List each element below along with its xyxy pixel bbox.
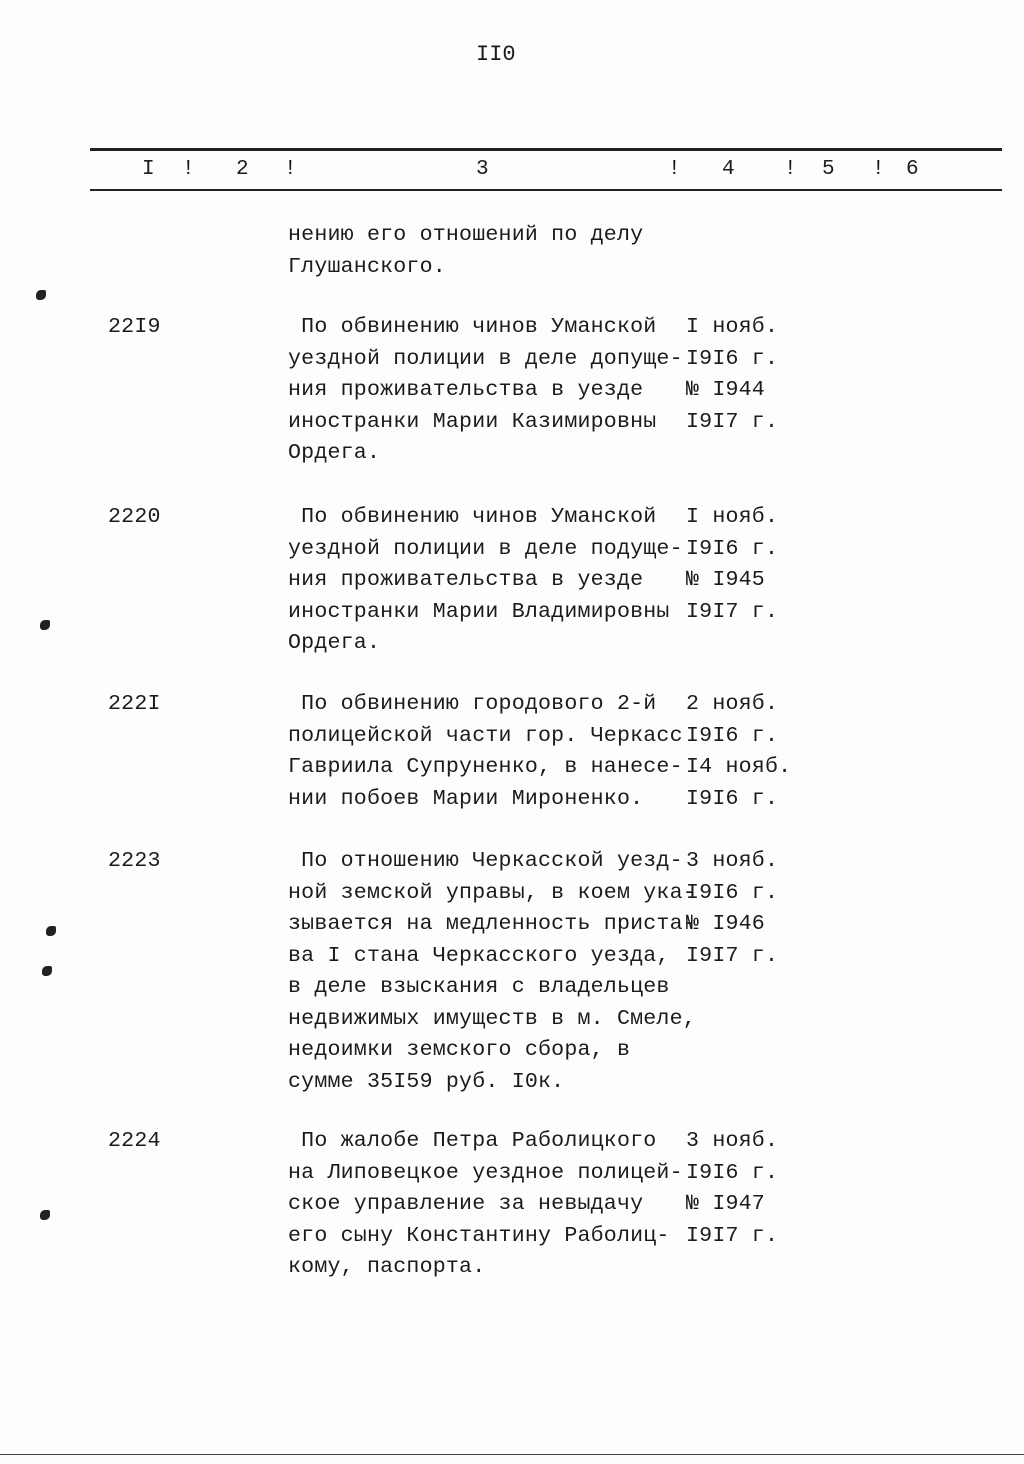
entry-description-line: нии побоев Марии Мироненко. xyxy=(288,786,644,811)
table-header-bottom-rule xyxy=(90,189,1002,191)
entry-date-line: № I946 xyxy=(686,912,765,936)
header-separator: ! xyxy=(284,158,297,181)
entry-date-line: 3 нояб. xyxy=(686,849,779,873)
entry-description-line: ния проживательства в уезде xyxy=(288,378,644,402)
entry-date-line: 3 нояб. xyxy=(686,1129,779,1153)
entry-description-line: сумме 35I59 руб. I0к. xyxy=(288,1069,565,1094)
entry-date-line: I9I6 г. xyxy=(686,880,779,905)
header-separator: ! xyxy=(784,158,797,181)
margin-mark xyxy=(42,966,52,976)
entry-date-line: I9I7 г. xyxy=(686,943,779,968)
entry-description-line: зывается на медленность приста- xyxy=(288,912,696,936)
entry-description-line: ское управление за невыдачу xyxy=(288,1192,644,1216)
header-col-2: 2 xyxy=(236,158,249,181)
entry-description-line: По жалобе Петра Раболицкого xyxy=(288,1129,657,1153)
entry-description-line: Гавриила Супруненко, в нанесе- xyxy=(288,755,683,779)
entry-description-line: По обвинению чинов Уманской xyxy=(288,505,657,529)
header-separator: ! xyxy=(182,158,195,181)
header-col-1: I xyxy=(142,158,155,181)
entry-description-line: его сыну Константину Раболиц- xyxy=(288,1223,670,1248)
entry-date-line: I9I6 г. xyxy=(686,786,779,811)
margin-mark xyxy=(36,290,46,300)
entry-description-line: недвижимых имуществ в м. Смеле, xyxy=(288,1006,696,1031)
entry-description-line: Ордега. xyxy=(288,631,381,655)
entry-number: 2224 xyxy=(108,1129,161,1153)
entry-date-line: I9I7 г. xyxy=(686,409,779,434)
entry-description-line: кому, паспорта. xyxy=(288,1255,486,1279)
entry-description-line: Глушанского. xyxy=(288,254,446,279)
entry-date-line: I9I6 г. xyxy=(686,536,779,561)
entry-description-line: нению его отношений по делу xyxy=(288,223,644,247)
table-header-top-rule xyxy=(90,148,1002,151)
entry-number: 2220 xyxy=(108,505,161,529)
entry-description-line: Ордега. xyxy=(288,441,381,465)
entry-description-line: иностранки Марии Казимировны xyxy=(288,409,657,434)
entry-date-line: № I947 xyxy=(686,1192,765,1216)
entry-description-line: на Липовецкое уездное полицей- xyxy=(288,1160,683,1185)
page-number: II0 xyxy=(476,42,516,67)
entry-date-line: I9I7 г. xyxy=(686,599,779,624)
entry-date-line: I4 нояб. xyxy=(686,755,792,779)
entry-date-line: № I944 xyxy=(686,378,765,402)
margin-mark xyxy=(46,926,56,936)
margin-mark xyxy=(40,1210,50,1220)
entry-date-line: I9I6 г. xyxy=(686,346,779,371)
page-bottom-rule xyxy=(0,1454,1024,1455)
entry-description-line: уездной полиции в деле подуще- xyxy=(288,536,683,561)
entry-description-line: недоимки земского сбора, в xyxy=(288,1038,631,1062)
entry-number: 222I xyxy=(108,692,161,716)
entry-description-line: уездной полиции в деле допуще- xyxy=(288,346,683,371)
entry-date-line: I9I6 г. xyxy=(686,1160,779,1185)
header-col-5: 5 xyxy=(822,158,835,181)
header-separator: ! xyxy=(872,158,885,181)
entry-description-line: в деле взыскания с владельцев xyxy=(288,975,670,999)
entry-description-line: По отношению Черкасской уезд- xyxy=(288,849,683,873)
entry-description-line: ния проживательства в уезде xyxy=(288,568,644,592)
entry-description-line: ной земской управы, в коем ука- xyxy=(288,880,696,905)
entry-date-line: I нояб. xyxy=(686,505,779,529)
entry-date-line: I9I7 г. xyxy=(686,1223,779,1248)
entry-description-line: иностранки Марии Владимировны xyxy=(288,599,670,624)
entry-date-line: № I945 xyxy=(686,568,765,592)
header-col-3: 3 xyxy=(476,158,489,181)
entry-date-line: I9I6 г. xyxy=(686,723,779,748)
header-col-4: 4 xyxy=(722,158,735,181)
entry-description-line: По обвинению чинов Уманской xyxy=(288,315,657,339)
entry-description-line: По обвинению городового 2-й xyxy=(288,692,657,716)
header-separator: ! xyxy=(668,158,681,181)
entry-description-line: ва I стана Черкасского уезда, xyxy=(288,943,670,968)
entry-number: 2223 xyxy=(108,849,161,873)
entry-date-line: I нояб. xyxy=(686,315,779,339)
entry-date-line: 2 нояб. xyxy=(686,692,779,716)
entry-description-line: полицейской части гор. Черкасс xyxy=(288,723,683,748)
entry-number: 22I9 xyxy=(108,315,161,339)
header-col-6: 6 xyxy=(906,158,919,181)
margin-mark xyxy=(40,620,50,630)
